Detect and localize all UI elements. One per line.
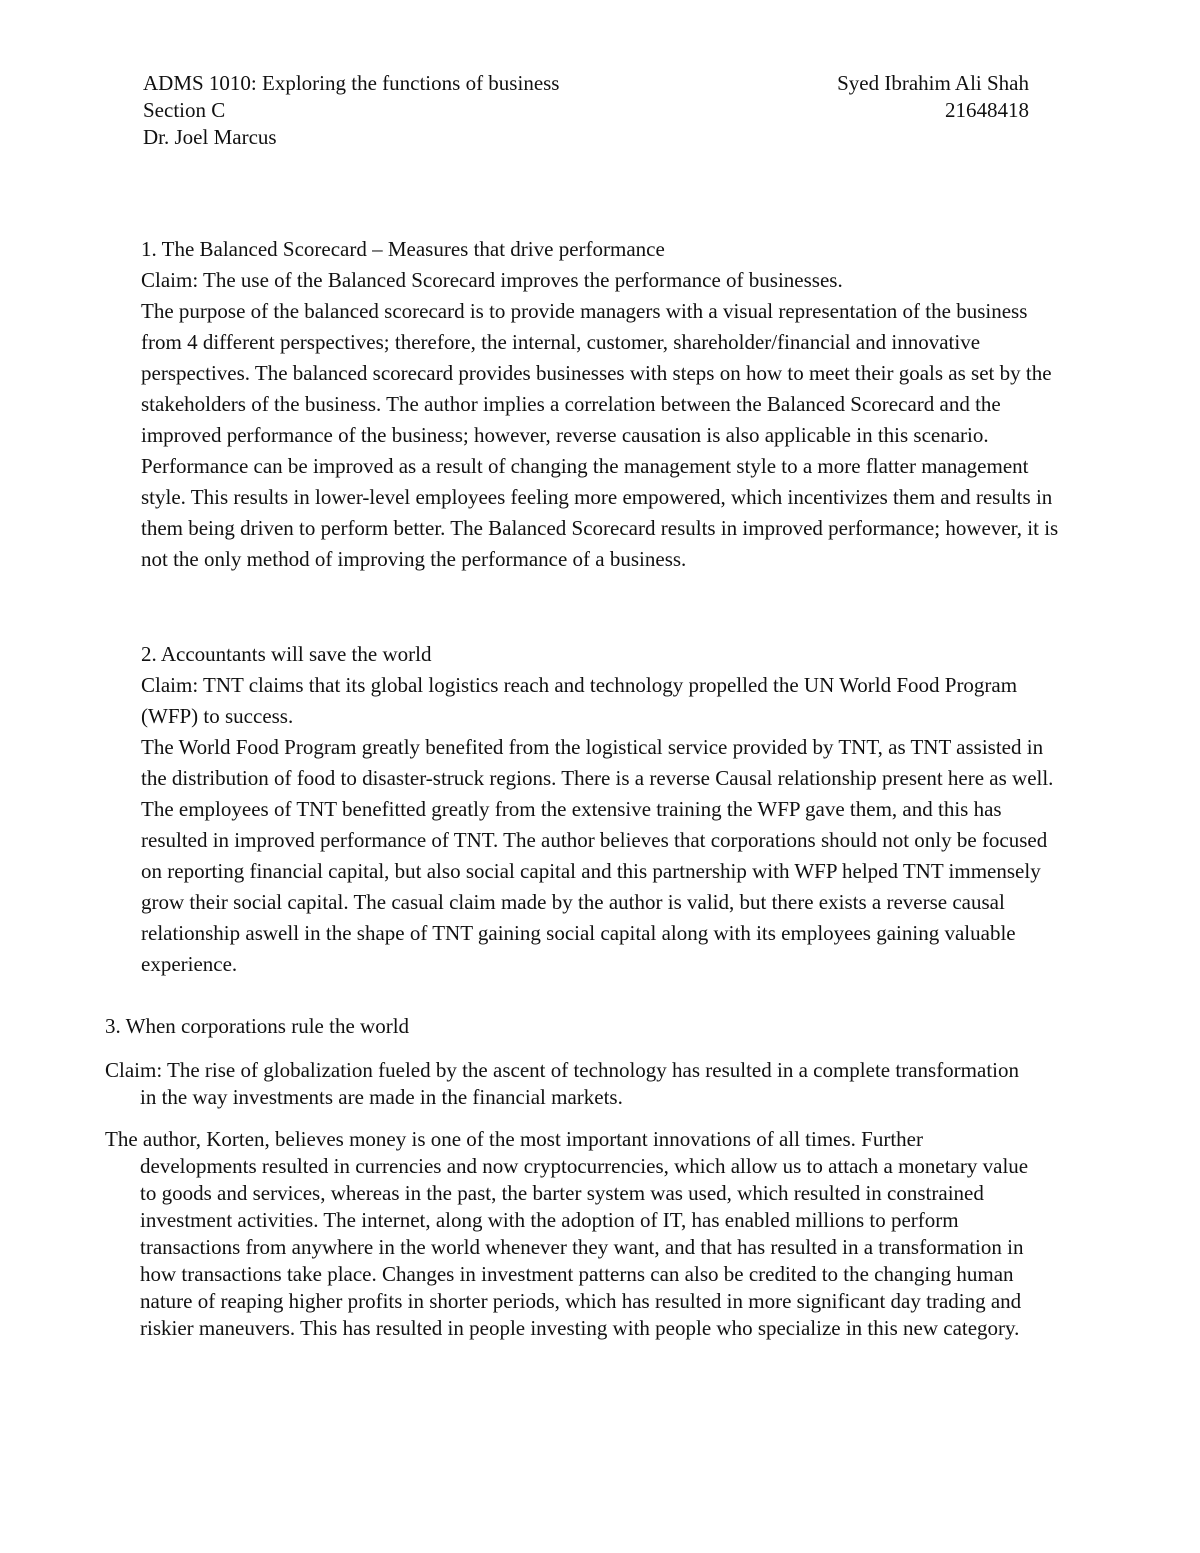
section-body: The author, Korten, believes money is one of the most important innovations of all times. Further developments resulted in currencies and now cryptocurrencies, which allow us to attach a monetary value to goods and services, whereas in the past, the barter system was used, which resulted in constrained investment activities. The internet, along with the adoption of IT, has enabled millions to perform transactions from anywhere in the world whenever they want, and that has resulted in a transformation in how transactions take place. Changes in investment patterns can also be credited to the changing human nature of reaping higher profits in shorter periods, which has resulted in more significant day trading and riskier maneuvers. This has resulted in people investing with people who specialize in this new category. (105, 1127, 1029, 1340)
section-heading: 1. The Balanced Scorecard – Measures that drive performance (141, 237, 665, 261)
header-left-block (143, 70, 559, 151)
section-heading: 3. When corporations rule the world (105, 1014, 410, 1038)
student-name: Syed Ibrahim Ali Shah (837, 71, 1029, 95)
section-heading: 2. Accountants will save the world (141, 642, 432, 666)
section-body: The World Food Program greatly benefited from the logistical service provided by TNT, as TNT assisted in the distribution of food to disaster-struck regions. There is a reverse Causal relationship present here as well. The employees of TNT benefitted greatly from the extensive training the WFP gave them, and this has resulted in improved performance of TNT. The author believes that corporations should not only be focused on reporting financial capital, but also social capital and this partnership with WFP helped TNT immensely grow their social capital. The casual claim made by the author is valid, but there exists a reverse causal relationship aswell in the shape of TNT gaining social capital along with its employees gaining valuable experience. (141, 735, 1054, 976)
section-claim: Claim: The use of the Balanced Scorecard improves the performance of businesses. (141, 268, 843, 292)
course-title: ADMS 1010: Exploring the functions of business (143, 71, 560, 95)
section-claim: Claim: The rise of globalization fueled by the ascent of technology has resulted in a complete transformation in the way investments are made in the financial markets. (105, 1058, 1020, 1109)
header-right-block (837, 70, 1029, 124)
instructor-name: Dr. Joel Marcus (143, 125, 277, 149)
student-id: 21648418 (945, 98, 1029, 122)
section-accountants (141, 639, 1071, 980)
course-section: Section C (143, 98, 226, 122)
section-body: The purpose of the balanced scorecard is to provide managers with a visual representation of the business from 4 different perspectives; therefore, the internal, customer, shareholder/financial and innovative perspectives. The balanced scorecard provides businesses with steps on how to meet their goals as set by the stakeholders of the business. The author implies a correlation between the Balanced Scorecard and the improved performance of the business; however, reverse causation is also applicable in this scenario. Performance can be improved as a result of changing the management style to a more flatter management style. This results in lower-level employees feeling more empowered, which incentivizes them and results in them being driven to perform better. The Balanced Scorecard results in improved performance; however, it is not the only method of improving the performance of a business. (141, 299, 1059, 571)
section-claim: Claim: TNT claims that its global logistics reach and technology propelled the UN World Food Program (WFP) to success. (141, 673, 1018, 728)
section-balanced-scorecard (141, 234, 1071, 575)
